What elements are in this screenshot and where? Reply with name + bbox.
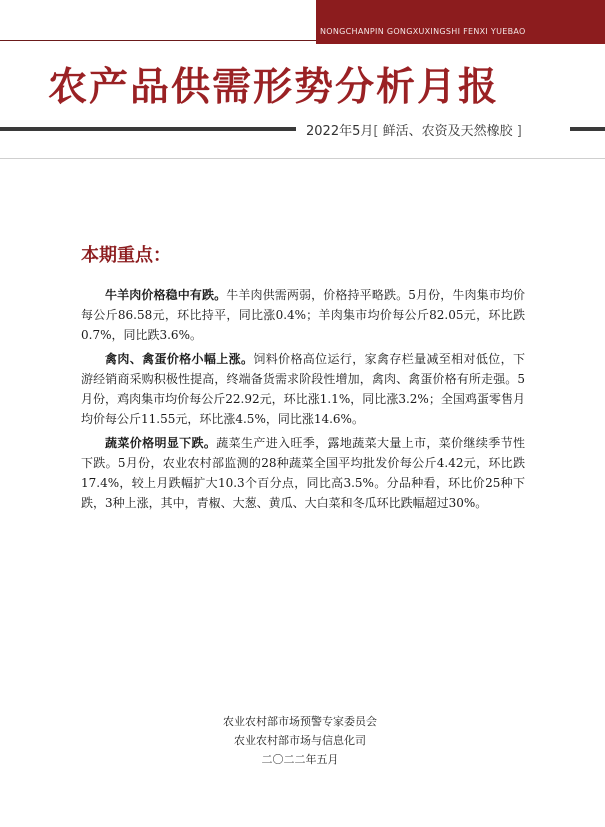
- highlight-paragraph: [81, 349, 525, 429]
- bracket-open: [: [373, 124, 379, 139]
- signature-department: 农业农村部市场与信息化司: [234, 734, 366, 747]
- highlight-lead: 蔬菜价格明显下跌。: [105, 436, 217, 450]
- header-top-line: [0, 40, 316, 41]
- title-rule-left: [0, 127, 296, 131]
- report-subtitle: [306, 120, 522, 139]
- signature-date: 二〇二二年五月: [261, 753, 339, 766]
- title-rule-right: [570, 127, 605, 131]
- header-banner: [316, 0, 605, 44]
- highlight-lead: 禽肉、禽蛋价格小幅上涨。: [105, 352, 254, 366]
- highlights-heading: 本期重点：: [81, 245, 171, 266]
- highlight-body: 牛羊肉供需两弱，价格持平略跌。5月份，牛肉集市均价每公斤86.58元，环比持平，同比涨0.4%；羊肉集市均价每公斤82.05元，环比跌0.7%，同比跌3.6%。: [81, 288, 525, 342]
- pinyin-banner-text: NONGCHANPIN GONGXUXINGSHI FENXI YUEBAO: [320, 27, 526, 36]
- issue-date: 2022年5月: [306, 124, 374, 139]
- signature-committee: 农业农村部市场预警专家委员会: [223, 715, 377, 728]
- bracket-close: ]: [516, 124, 522, 139]
- highlight-lead: 牛羊肉价格稳中有跌。: [105, 288, 227, 302]
- highlight-paragraph: [81, 433, 525, 513]
- highlights-content: [81, 285, 525, 513]
- highlight-body: 蔬菜生产进入旺季，露地蔬菜大量上市，菜价继续季节性下跌。5月份，农业农村部监测的28种蔬菜全国平均批发价每公斤4.42元，环比跌17.4%，较上月跌幅扩大10.3个百分点，同比高3.5%。分品种看，环比价25种下跌，3种上涨，其中，青椒、大葱、黄瓜、大白菜和冬瓜环比跌幅超过30%。: [81, 436, 525, 510]
- header-bottom-rule: [0, 158, 605, 159]
- report-title: 农产品供需形势分析月报: [48, 65, 500, 110]
- highlight-paragraph: [81, 285, 525, 345]
- highlight-body: 饲料价格高位运行，家禽存栏量减至相对低位，下游经销商采购积极性提高，终端备货需求阶段性增加，禽肉、禽蛋价格有所走强。5月份，鸡肉集市均价每公斤22.92元，环比涨1.1%，同比涨3.2%；全国鸡蛋零售月均价每公斤11.55元，环比涨4.5%，同比涨14.6%。: [81, 352, 525, 426]
- report-topics: 鲜活、农资及天然橡胶: [382, 124, 513, 139]
